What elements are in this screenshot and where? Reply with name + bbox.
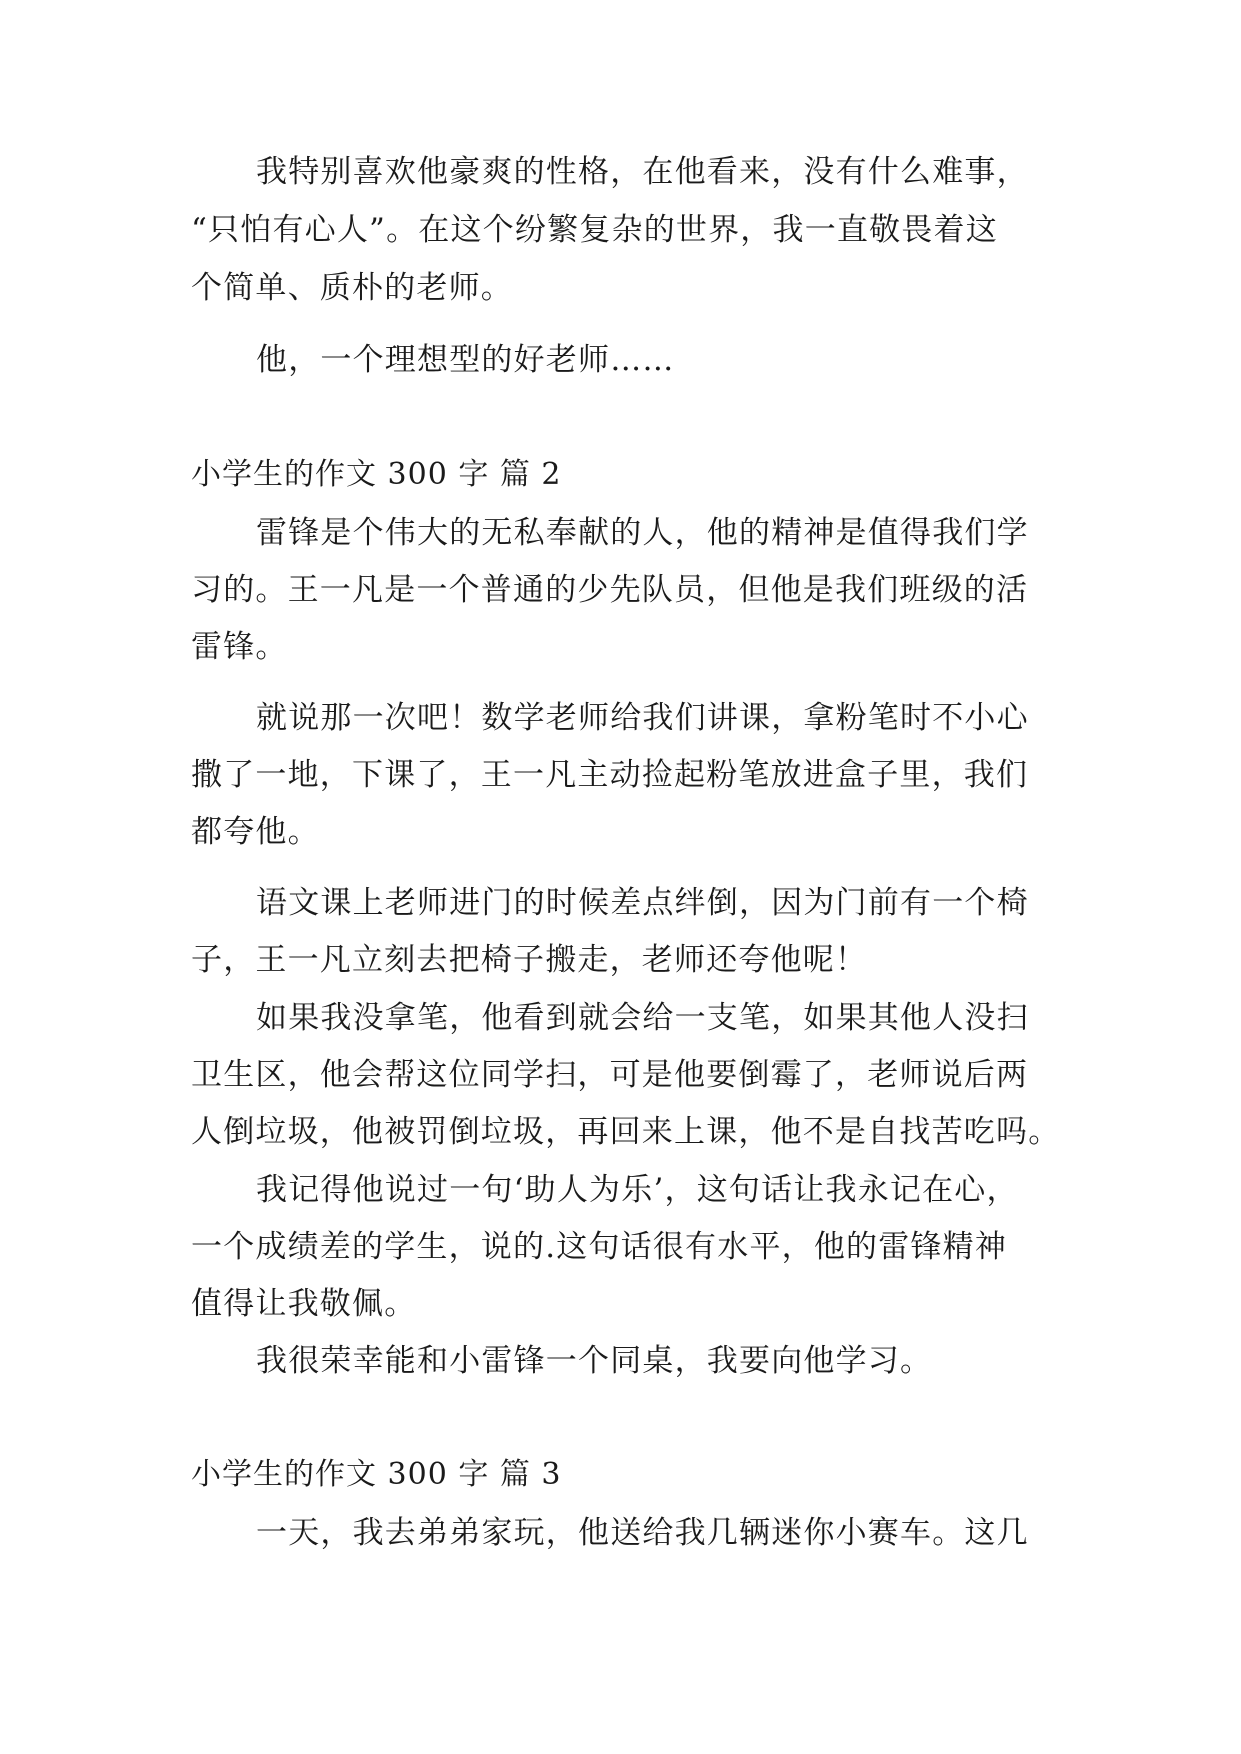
paragraph-line: 如果我没拿笔，他看到就会给一支笔，如果其他人没扫 xyxy=(256,1000,1029,1036)
paragraph-line: 语文课上老师进门的时候差点绊倒，因为门前有一个椅 xyxy=(256,885,1029,921)
paragraph-line: 他，一个理想型的好老师…… xyxy=(256,342,675,378)
paragraph-line: 就说那一次吧！数学老师给我们讲课，拿粉笔时不小心 xyxy=(256,700,1029,736)
paragraph-line: 子，王一凡立刻去把椅子搬走，老师还夸他呢！ xyxy=(191,942,868,978)
paragraph-line: 撒了一地，下课了，王一凡主动捡起粉笔放进盒子里，我们 xyxy=(191,757,1029,793)
paragraph-line: 雷锋。 xyxy=(191,629,288,665)
paragraph-line: 人倒垃圾，他被罚倒垃圾，再回来上课，他不是自找苦吃吗。 xyxy=(191,1114,1061,1150)
paragraph-line: 个简单、质朴的老师。 xyxy=(191,270,513,306)
paragraph-line: 值得让我敬佩。 xyxy=(191,1286,417,1322)
paragraph-line: 我记得他说过一句‘助人为乐’，这句话让我永记在心， xyxy=(256,1172,1019,1208)
paragraph-line: “只怕有心人”。在这个纷繁复杂的世界，我一直敬畏着这 xyxy=(191,212,998,248)
paragraph-line: 一天，我去弟弟家玩，他送给我几辆迷你小赛车。这几 xyxy=(256,1515,1029,1551)
paragraph-line: 一个成绩差的学生，说的.这句话很有水平，他的雷锋精神 xyxy=(191,1229,1008,1265)
paragraph-line: 都夸他。 xyxy=(191,814,320,850)
section-heading: 小学生的作文 300 字 篇 3 xyxy=(191,1457,562,1492)
paragraph-line: 习的。王一凡是一个普通的少先队员，但他是我们班级的活 xyxy=(191,572,1029,608)
paragraph-line: 卫生区，他会帮这位同学扫，可是他要倒霉了，老师说后两 xyxy=(191,1057,1029,1093)
paragraph-line: 我很荣幸能和小雷锋一个同桌，我要向他学习。 xyxy=(256,1343,933,1379)
section-heading: 小学生的作文 300 字 篇 2 xyxy=(191,457,562,492)
paragraph-line: 我特别喜欢他豪爽的性格，在他看来，没有什么难事， xyxy=(256,154,1029,190)
paragraph-line: 雷锋是个伟大的无私奉献的人，他的精神是值得我们学 xyxy=(256,515,1029,551)
